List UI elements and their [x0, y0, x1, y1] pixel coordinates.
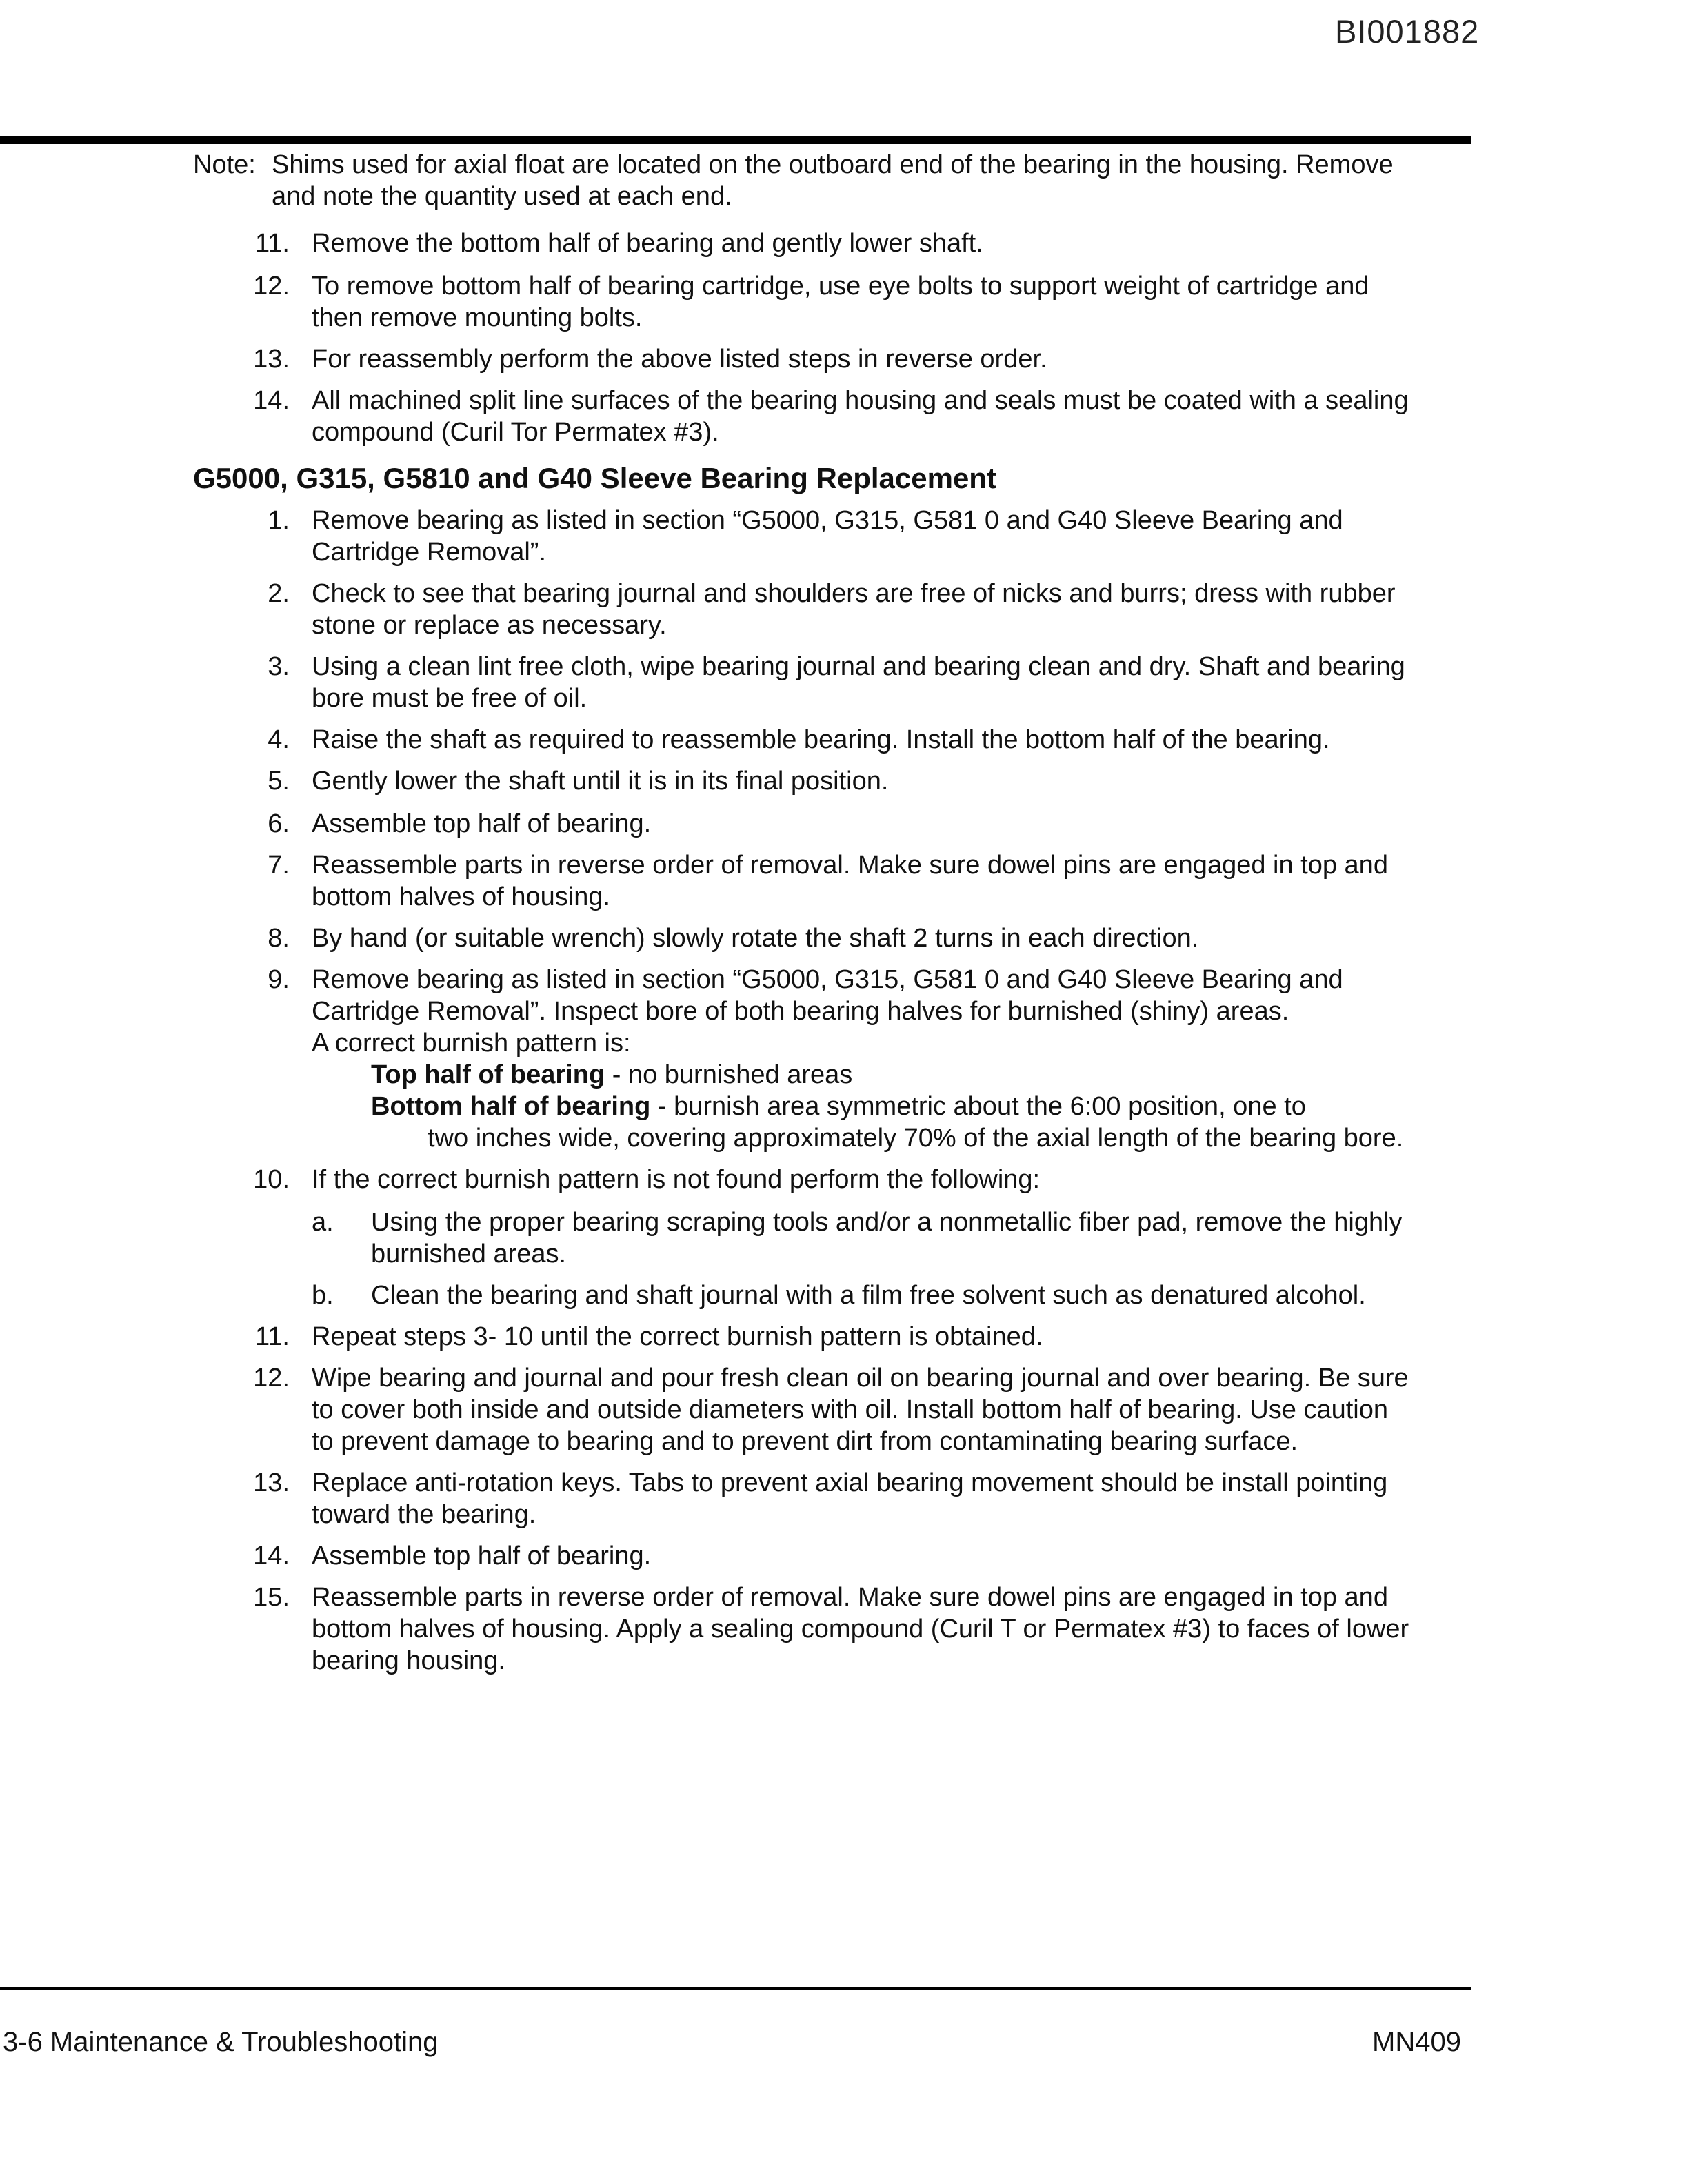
- replacement-step-number: 5.: [268, 767, 290, 796]
- replacement-step-number: 14.: [253, 1541, 290, 1570]
- replacement-step-text: Reassemble parts in reverse order of removal. Make sure dowel pins are engaged in top and: [312, 1583, 1388, 1612]
- replacement-step-number: 1.: [268, 506, 290, 535]
- removal-step-text: For reassembly perform the above listed steps in reverse order.: [312, 345, 1047, 374]
- replacement-step-number: 6.: [268, 809, 290, 838]
- substep-text: Using the proper bearing scraping tools and/or a nonmetallic fiber pad, remove the highly: [371, 1208, 1403, 1237]
- replacement-step-text: Cartridge Removal”.: [312, 538, 546, 567]
- replacement-step-text: bore must be free of oil.: [312, 684, 587, 713]
- section-heading: G5000, G315, G5810 and G40 Sleeve Bearing Replacement: [193, 462, 996, 494]
- removal-step-number: 13.: [253, 345, 290, 374]
- top-rule: [0, 136, 1471, 144]
- burnish-bottom-text: - burnish area symmetric about the 6:00 position, one to: [650, 1092, 1306, 1121]
- replacement-step-number: 12.: [253, 1364, 290, 1393]
- note-line-1: Shims used for axial float are located on the outboard end of the bearing in the housing. Remove: [272, 150, 1394, 179]
- replacement-step-number: 4.: [268, 725, 290, 754]
- burnish-top-text: - no burnished areas: [605, 1060, 853, 1089]
- replacement-step-text: bearing housing.: [312, 1646, 505, 1675]
- removal-step-number: 11.: [254, 229, 290, 258]
- removal-step-text: compound (Curil Tor Permatex #3).: [312, 418, 719, 447]
- replacement-step-text: Raise the shaft as required to reassemble bearing. Install the bottom half of the bearing.: [312, 725, 1330, 754]
- replacement-step-text: By hand (or suitable wrench) slowly rotate the shaft 2 turns in each direction.: [312, 924, 1199, 953]
- burnish-top-label: Top half of bearing: [371, 1060, 605, 1089]
- replacement-step-number: 13.: [253, 1468, 290, 1497]
- replacement-step-text: to cover both inside and outside diameters with oil. Install bottom half of bearing. Use caution: [312, 1395, 1388, 1424]
- removal-step-text: Remove the bottom half of bearing and gently lower shaft.: [312, 229, 983, 258]
- burnish-bottom-label: Bottom half of bearing: [371, 1092, 651, 1121]
- replacement-step-text: Remove bearing as listed in section “G5000, G315, G581 0 and G40 Sleeve Bearing and: [312, 965, 1343, 994]
- burnish-bottom-continuation: two inches wide, covering approximately 70% of the axial length of the bearing bore.: [428, 1124, 1404, 1153]
- removal-step-number: 14.: [253, 386, 290, 415]
- replacement-step-number: 15.: [253, 1583, 290, 1612]
- page-id: BI001882: [1335, 13, 1480, 50]
- replacement-step-text: to prevent damage to bearing and to prevent dirt from contaminating bearing surface.: [312, 1427, 1298, 1456]
- substep-text: burnished areas.: [371, 1240, 567, 1268]
- substep-label: a.: [312, 1208, 334, 1237]
- bottom-rule: [0, 1987, 1471, 1990]
- replacement-step-text: stone or replace as necessary.: [312, 611, 667, 640]
- replacement-step-text: Cartridge Removal”. Inspect bore of both bearing halves for burnished (shiny) areas.: [312, 997, 1289, 1026]
- removal-step-number: 12.: [253, 272, 290, 301]
- replacement-step-text: Repeat steps 3- 10 until the correct burnish pattern is obtained.: [312, 1322, 1043, 1351]
- replacement-step-text: Remove bearing as listed in section “G5000, G315, G581 0 and G40 Sleeve Bearing and: [312, 506, 1343, 535]
- replacement-step-text: Reassemble parts in reverse order of removal. Make sure dowel pins are engaged in top and: [312, 851, 1388, 880]
- burnish-bottom-half: [371, 1091, 1306, 1122]
- replacement-step-text: If the correct burnish pattern is not found perform the following:: [312, 1165, 1041, 1194]
- replacement-step-text: toward the bearing.: [312, 1500, 536, 1529]
- replacement-step-text: Using a clean lint free cloth, wipe bearing journal and bearing clean and dry. Shaft and bearing: [312, 652, 1405, 681]
- replacement-step-number: 2.: [268, 579, 290, 608]
- replacement-step-text: bottom halves of housing. Apply a sealing compound (Curil T or Permatex #3) to faces of lower: [312, 1615, 1409, 1644]
- note-label: Note:: [193, 150, 256, 179]
- note-line-2: and note the quantity used at each end.: [272, 182, 732, 211]
- replacement-step-text: bottom halves of housing.: [312, 882, 611, 911]
- replacement-step-number: 11.: [254, 1322, 290, 1351]
- substep-text: Clean the bearing and shaft journal with a film free solvent such as denatured alcohol.: [371, 1281, 1366, 1310]
- replacement-step-text: Gently lower the shaft until it is in its final position.: [312, 767, 889, 796]
- footer-document-number: MN409: [1372, 2027, 1461, 2057]
- replacement-step-number: 7.: [268, 851, 290, 880]
- replacement-step-number: 9.: [268, 965, 290, 994]
- burnish-top-half: [371, 1059, 852, 1091]
- substep-label: b.: [312, 1281, 334, 1310]
- replacement-step-number: 3.: [268, 652, 290, 681]
- removal-step-text: then remove mounting bolts.: [312, 303, 643, 332]
- replacement-step-text: A correct burnish pattern is:: [312, 1029, 631, 1058]
- replacement-step-text: Assemble top half of bearing.: [312, 1541, 652, 1570]
- replacement-step-text: Assemble top half of bearing.: [312, 809, 652, 838]
- replacement-step-text: Wipe bearing and journal and pour fresh clean oil on bearing journal and over bearing. Be sure: [312, 1364, 1409, 1393]
- replacement-step-number: 10.: [253, 1165, 290, 1194]
- replacement-step-text: Replace anti-rotation keys. Tabs to prevent axial bearing movement should be install pointing: [312, 1468, 1388, 1497]
- replacement-step-number: 8.: [268, 924, 290, 953]
- replacement-step-text: Check to see that bearing journal and shoulders are free of nicks and burrs; dress with rubber: [312, 579, 1396, 608]
- footer-section-title: 3-6 Maintenance & Troubleshooting: [3, 2027, 439, 2057]
- removal-step-text: To remove bottom half of bearing cartridge, use eye bolts to support weight of cartridge and: [312, 272, 1369, 301]
- removal-step-text: All machined split line surfaces of the bearing housing and seals must be coated with a sealing: [312, 386, 1409, 415]
